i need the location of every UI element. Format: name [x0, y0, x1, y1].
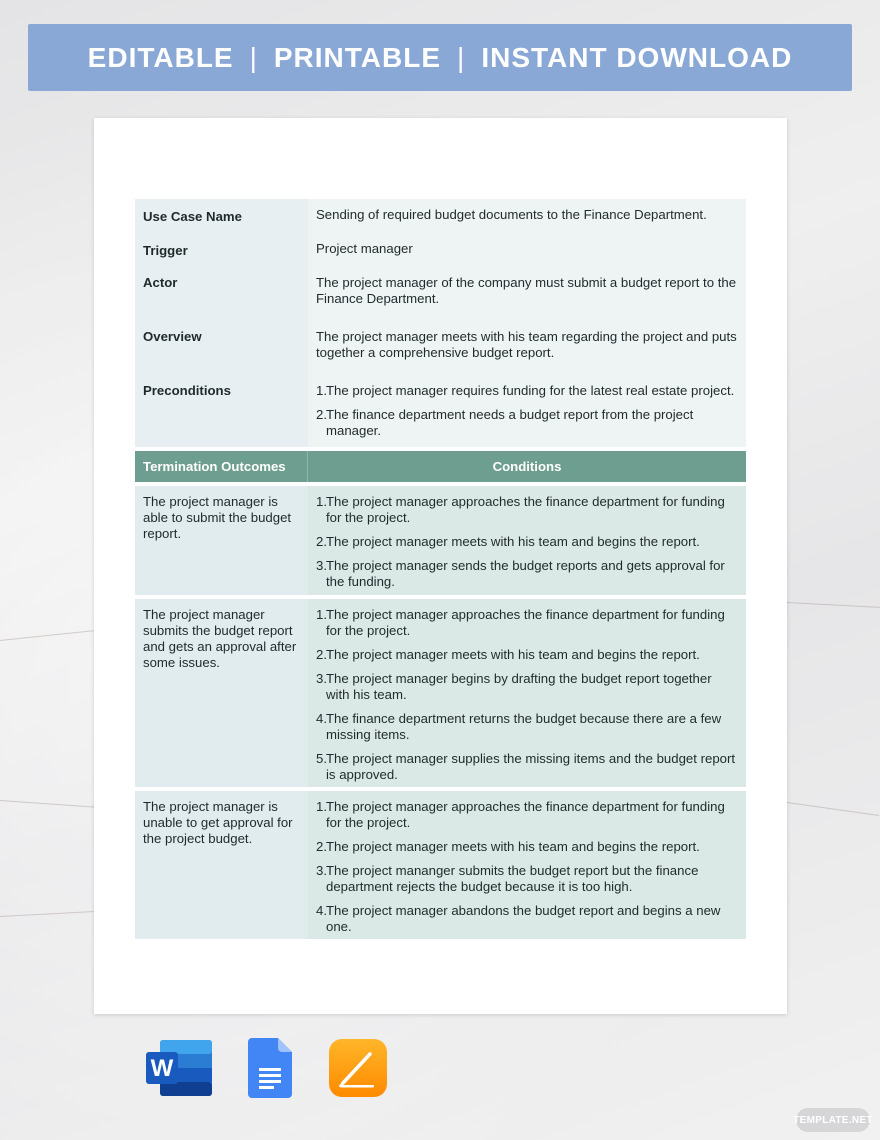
list-text: The project manager approaches the finance department for funding for the project. [326, 494, 725, 525]
outcome-row [135, 599, 746, 787]
use-case-table [135, 199, 746, 939]
list-number: 1. [316, 799, 327, 814]
list-item [316, 711, 738, 743]
outcome-text: The project manager is unable to get approval for the project budget. [135, 791, 308, 939]
list-number: 3. [316, 863, 327, 878]
list-number: 2. [316, 534, 327, 549]
list-number: 3. [316, 671, 327, 686]
list-item [316, 863, 738, 895]
conditions-cell [308, 791, 746, 939]
list-text: The project manager approaches the finance department for funding for the project. [326, 799, 725, 830]
list-number: 4. [316, 903, 327, 918]
list-item [316, 839, 738, 855]
list-item [316, 383, 738, 399]
info-value: The project manager meets with his team regarding the project and puts together a comprehensive budget report. [316, 329, 737, 360]
list-number: 1. [316, 607, 327, 622]
info-label: Actor [135, 267, 308, 321]
list-text: The project manager begins by drafting the budget report together with his team. [326, 671, 712, 702]
list-item [316, 903, 738, 935]
list-item [316, 671, 738, 703]
banner-separator: | [249, 41, 258, 73]
outcome-text: The project manager is able to submit the budget report. [135, 486, 308, 595]
list-text: The project manager requires funding for the latest real estate project. [326, 383, 735, 398]
info-value: Project manager [316, 241, 413, 256]
info-value [308, 375, 746, 447]
info-row-actor [135, 267, 746, 321]
outcome-row [135, 791, 746, 939]
word-icon[interactable] [146, 1038, 206, 1098]
list-number: 5. [316, 751, 327, 766]
conditions-list [316, 799, 738, 935]
list-number: 2. [316, 647, 327, 662]
list-item [316, 799, 738, 831]
banner-editable: EDITABLE [87, 41, 234, 73]
pages-icon[interactable] [328, 1038, 388, 1098]
banner-instant-download: INSTANT DOWNLOAD [481, 41, 793, 73]
info-value: Sending of required budget documents to the Finance Department. [316, 207, 707, 222]
info-row-use-case-name [135, 199, 746, 233]
list-item [316, 751, 738, 783]
list-text: The project manager abandons the budget report and begins a new one. [326, 903, 721, 934]
info-section [135, 199, 746, 447]
list-item [316, 407, 738, 439]
list-text: The project manager meets with his team and begins the report. [326, 647, 700, 662]
marble-vein [0, 911, 95, 917]
list-text: The project mananger submits the budget report but the finance department rejects the budget because it is too high. [326, 863, 699, 894]
header-conditions: Conditions [492, 458, 562, 474]
conditions-list [316, 607, 738, 783]
list-number: 3. [316, 558, 327, 573]
info-row-overview [135, 321, 746, 375]
info-label: Overview [135, 321, 308, 375]
list-text: The finance department returns the budget because there are a few missing items. [326, 711, 722, 742]
outcomes-header-row [135, 451, 746, 482]
info-value: The project manager of the company must submit a budget report to the Finance Department. [316, 275, 737, 306]
list-item [316, 534, 738, 550]
info-label: Trigger [135, 233, 308, 267]
banner-separator: | [457, 41, 466, 73]
list-number: 1. [316, 494, 327, 509]
marble-vein [0, 800, 95, 808]
info-label: Use Case Name [135, 199, 308, 233]
list-item [316, 494, 738, 526]
document-page [94, 118, 787, 1014]
marble-vein [787, 602, 880, 608]
list-number: 1. [316, 383, 327, 398]
conditions-cell [308, 599, 746, 787]
list-item [316, 558, 738, 590]
conditions-cell [308, 486, 746, 595]
word-letter: W [150, 1055, 174, 1082]
google-docs-icon[interactable] [248, 1038, 308, 1098]
header-termination-outcomes: Termination Outcomes [135, 451, 308, 482]
list-text: The finance department needs a budget report from the project manager. [326, 407, 694, 438]
list-number: 2. [316, 839, 327, 854]
list-item [316, 647, 738, 663]
conditions-list [316, 494, 738, 590]
list-text: The project manager approaches the finance department for funding for the project. [326, 607, 725, 638]
info-row-preconditions [135, 375, 746, 447]
template-net-badge[interactable]: TEMPLATE.NET [796, 1108, 870, 1132]
list-text: The project manager meets with his team and begins the report. [326, 534, 700, 549]
outcome-row [135, 486, 746, 595]
list-text: The project manager meets with his team and begins the report. [326, 839, 700, 854]
list-number: 4. [316, 711, 327, 726]
list-text: The project manager sends the budget reports and gets approval for the funding. [326, 558, 725, 589]
outcome-text: The project manager submits the budget report and gets an approval after some issues. [135, 599, 308, 787]
info-label: Preconditions [135, 375, 308, 447]
preconditions-list [316, 383, 738, 439]
info-row-trigger [135, 233, 746, 267]
list-item [316, 607, 738, 639]
banner-printable: PRINTABLE [273, 41, 442, 73]
marble-vein [787, 802, 879, 816]
marble-vein [0, 630, 95, 641]
list-number: 2. [316, 407, 327, 422]
app-icons [146, 1038, 388, 1098]
list-text: The project manager supplies the missing items and the budget report is approved. [326, 751, 736, 782]
top-banner [28, 24, 852, 91]
